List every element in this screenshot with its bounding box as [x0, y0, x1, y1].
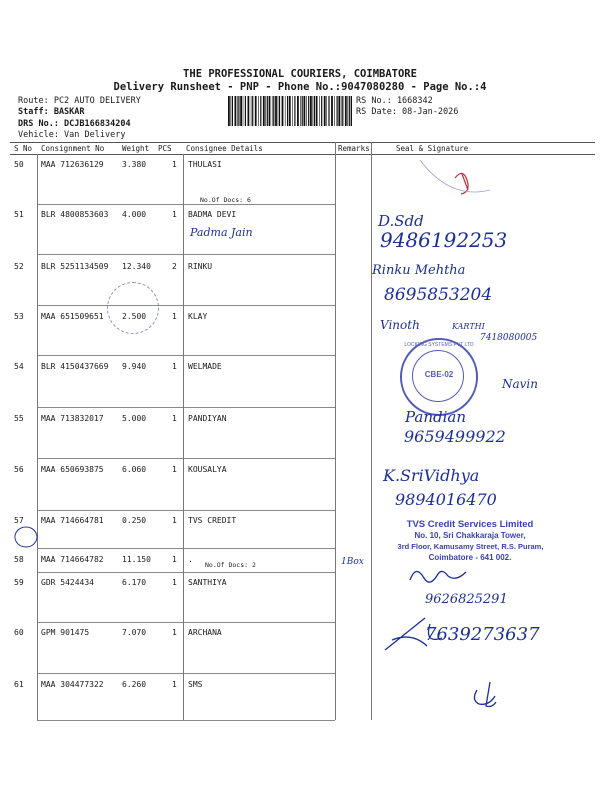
row-divider	[37, 510, 335, 511]
barcode-bar	[324, 96, 326, 126]
row-sno: 60	[14, 628, 24, 637]
col-divider	[335, 142, 336, 720]
barcode-bar	[245, 96, 246, 126]
barcode-bar	[263, 96, 265, 126]
row-sno: 53	[14, 312, 24, 321]
row-consignee: THULASI	[188, 160, 222, 169]
row-consignment-no: MAA 713832017	[41, 414, 104, 423]
row-weight: 7.070	[122, 628, 147, 637]
barcode-bar	[269, 96, 271, 126]
row-divider	[37, 204, 335, 205]
row-consignment-no: BLR 4150437669	[41, 362, 109, 371]
barcode-bar	[331, 96, 333, 126]
row-divider	[37, 622, 335, 623]
barcode-bar	[267, 96, 268, 126]
row-consignment-no: GPM 901475	[41, 628, 90, 637]
row-consignee: KLAY	[188, 312, 208, 321]
red-mark	[455, 173, 468, 194]
row-divider	[37, 355, 335, 356]
handwritten-signature: Pandian	[405, 408, 467, 426]
barcode-bar	[338, 96, 340, 126]
row-consignee: SMS	[188, 680, 203, 689]
tvs-stamp-line1: TVS Credit Services Limited	[406, 519, 534, 530]
col-pcs: PCS	[158, 144, 172, 153]
row-sno: 51	[14, 210, 24, 219]
row-sno: 55	[14, 414, 24, 423]
barcode-bar	[345, 96, 347, 126]
col-consignee: Consignee Details	[186, 144, 263, 153]
row-consignee: RINKU	[188, 262, 213, 271]
barcode-bar	[294, 96, 295, 126]
row-consignee: KOUSALYA	[188, 465, 227, 474]
handwritten-signature: D.Sdd	[378, 212, 424, 230]
barcode-bar	[272, 96, 273, 126]
row-divider	[37, 673, 335, 674]
row-sno: 58	[14, 555, 24, 564]
barcode-bar	[316, 96, 318, 126]
header-bottom-rule	[10, 154, 595, 155]
row-pcs: 1	[172, 414, 177, 423]
row-consignee: ARCHANA	[188, 628, 222, 637]
barcode-bar	[260, 96, 261, 126]
barcode-bar	[279, 96, 280, 126]
route-label: Route: PC2 AUTO DELIVERY	[18, 96, 141, 106]
barcode-bar	[326, 96, 327, 126]
row-pcs: 1	[172, 312, 177, 321]
col-weight: Weight	[122, 144, 150, 153]
handwritten-phone: 9486192253	[380, 228, 508, 252]
barcode-bar	[243, 96, 244, 126]
row57-circle	[15, 527, 37, 547]
row-sno: 52	[14, 262, 24, 271]
row-weight: 6.260	[122, 680, 147, 689]
company-round-stamp	[400, 338, 478, 416]
row-pcs: 1	[172, 160, 177, 169]
handwritten-signature: Navin	[502, 377, 538, 391]
row-sno: 59	[14, 578, 24, 587]
row59-signature	[410, 571, 466, 582]
row-docs-count: No.Of Docs: 2	[205, 561, 256, 569]
barcode-bar	[292, 96, 293, 126]
handwritten-phone: 9626825291	[425, 592, 508, 607]
row-consignment-no: GDR 5424434	[41, 578, 94, 587]
barcode-bar	[328, 96, 329, 126]
barcode-bar	[334, 96, 335, 126]
handwritten-signature: Vinoth	[380, 318, 420, 332]
handwritten-phone: 8695853204	[384, 285, 493, 305]
row-weight: 6.060	[122, 465, 147, 474]
barcode-bar	[347, 96, 348, 126]
barcode-bar	[321, 96, 322, 126]
barcode-bar	[310, 96, 312, 126]
tvs-stamp-line2: No. 10, Sri Chakkaraja Tower,	[414, 531, 526, 540]
document-title: THE PROFESSIONAL COURIERS, COIMBATORE	[183, 68, 417, 80]
row-pcs: 1	[172, 210, 177, 219]
tvs-stamp-line4: Coimbatore - 641 002.	[428, 553, 512, 562]
handwritten-phone: 7639273637	[425, 624, 540, 645]
barcode-bar	[314, 96, 315, 126]
barcode-bar	[240, 96, 242, 126]
barcode-bar	[341, 96, 342, 126]
stamp-center-text: CBE-02	[424, 370, 454, 379]
handwritten-phone: 9659499922	[404, 427, 506, 446]
handwritten-remark: 1Box	[341, 557, 364, 567]
col-consignment: Consignment No	[41, 144, 105, 153]
row-divider	[37, 572, 335, 573]
staff-label: Staff: BASKAR	[18, 107, 85, 117]
barcode-bar	[297, 96, 299, 126]
barcode-bar	[228, 96, 230, 126]
row-weight: 4.000	[122, 210, 147, 219]
row-pcs: 1	[172, 465, 177, 474]
row-consignee: WELMADE	[188, 362, 222, 371]
col-sno: S No	[14, 144, 33, 153]
row-weight: 0.250	[122, 516, 147, 525]
rs-number: RS No.: 1668342	[356, 96, 433, 106]
stamp-ring-text: LOCKING SYSTEMS PVT LTD	[404, 342, 474, 348]
row-consignee: .	[188, 555, 193, 564]
barcode-bar	[248, 96, 250, 126]
row-pcs: 1	[172, 362, 177, 371]
vehicle-label: Vehicle: Van Delivery	[18, 130, 126, 140]
row-pcs: 2	[172, 262, 177, 271]
row-consignment-no: MAA 651509651	[41, 312, 104, 321]
barcode-bar	[287, 96, 288, 126]
row-pcs: 1	[172, 516, 177, 525]
barcode-bar	[308, 96, 309, 126]
row-weight: 12.340	[122, 262, 151, 271]
row-sno: 50	[14, 160, 24, 169]
document-subtitle: Delivery Runsheet - PNP - Phone No.:9047080280 - Page No.:4	[113, 81, 487, 93]
barcode-bar	[304, 96, 306, 126]
barcode-bar	[351, 96, 352, 126]
row-sno: 61	[14, 680, 24, 689]
barcode-bar	[237, 96, 238, 126]
row-weight: 2.500	[122, 312, 147, 321]
row-divider	[37, 458, 335, 459]
barcode-bar	[238, 96, 239, 126]
barcode-bar	[342, 96, 343, 126]
handwritten-name: Padma Jain	[190, 226, 253, 239]
barcode-bar	[255, 96, 257, 126]
row-consignment-no: BLR 5251134509	[41, 262, 109, 271]
row-weight: 5.000	[122, 414, 147, 423]
handwritten-name: Rinku Mehtha	[372, 263, 466, 278]
barcode-bar	[265, 96, 266, 126]
col-divider	[37, 154, 38, 720]
tvs-stamp-line3: 3rd Floor, Kamusamy Street, R.S. Puram,	[397, 542, 544, 551]
row-pcs: 1	[172, 628, 177, 637]
col-remarks: Remarks	[338, 144, 370, 153]
barcode-bar	[252, 96, 253, 126]
row-sno: 56	[14, 465, 24, 474]
handwritten-name: KARTHI	[452, 322, 485, 331]
row50-signature-mark	[420, 160, 490, 192]
barcode-bar	[302, 96, 303, 126]
handwritten-phone: 9894016470	[395, 490, 497, 509]
barcode-bar	[278, 96, 279, 126]
row-consignee: SANTHIYA	[188, 578, 227, 587]
row-consignment-no: MAA 714664782	[41, 555, 104, 564]
row-weight: 11.150	[122, 555, 151, 564]
handwritten-signature: K.SriVidhya	[383, 466, 480, 485]
row-pcs: 1	[172, 555, 177, 564]
row-divider	[37, 720, 335, 721]
row-weight: 9.940	[122, 362, 147, 371]
row-weight: 3.380	[122, 160, 147, 169]
row-consignment-no: BLR 4800853603	[41, 210, 109, 219]
row-consignment-no: MAA 714664781	[41, 516, 104, 525]
row-pcs: 1	[172, 680, 177, 689]
row-consignment-no: MAA 712636129	[41, 160, 104, 169]
col-divider	[371, 142, 372, 720]
barcode-bar	[232, 96, 233, 126]
barcode-bar	[337, 96, 338, 126]
barcode-bar	[349, 96, 350, 126]
row-divider	[37, 305, 335, 306]
row-sno: 57	[14, 516, 24, 525]
barcode-bar	[235, 96, 237, 126]
row-sno: 54	[14, 362, 24, 371]
col-signature: Seal & Signature	[396, 144, 469, 153]
row-pcs: 1	[172, 578, 177, 587]
row-weight: 6.170	[122, 578, 147, 587]
header-top-rule	[10, 142, 595, 143]
row-consignee: PANDIYAN	[188, 414, 227, 423]
barcode-bar	[285, 96, 286, 126]
barcode-bar	[282, 96, 284, 126]
drs-label: DRS No.: DCJB166834204	[18, 119, 131, 129]
rs-date: RS Date: 08-Jan-2026	[356, 107, 459, 117]
barcode-bar	[273, 96, 274, 126]
barcode-bar	[251, 96, 252, 126]
row-docs-count: No.Of Docs: 6	[200, 196, 251, 204]
barcode-bar	[319, 96, 320, 126]
barcode-bar	[300, 96, 301, 126]
row-consignment-no: MAA 304477322	[41, 680, 104, 689]
barcode-bar	[289, 96, 291, 126]
row-consignee: TVS CREDIT	[188, 516, 237, 525]
barcode-bar	[313, 96, 314, 126]
row61-signature	[474, 682, 496, 707]
barcode	[228, 96, 352, 126]
col-divider	[183, 154, 184, 720]
barcode-bar	[275, 96, 277, 126]
row-consignment-no: MAA 650693875	[41, 465, 104, 474]
row-divider	[37, 254, 335, 255]
faded-round-stamp	[107, 282, 159, 334]
row-divider	[37, 407, 335, 408]
barcode-bar	[306, 96, 307, 126]
barcode-bar	[258, 96, 259, 126]
row-consignee: BADMA DEVI	[188, 210, 237, 219]
barcode-bar	[231, 96, 232, 126]
row-divider	[37, 548, 335, 549]
handwritten-phone: 7418080005	[480, 333, 538, 343]
